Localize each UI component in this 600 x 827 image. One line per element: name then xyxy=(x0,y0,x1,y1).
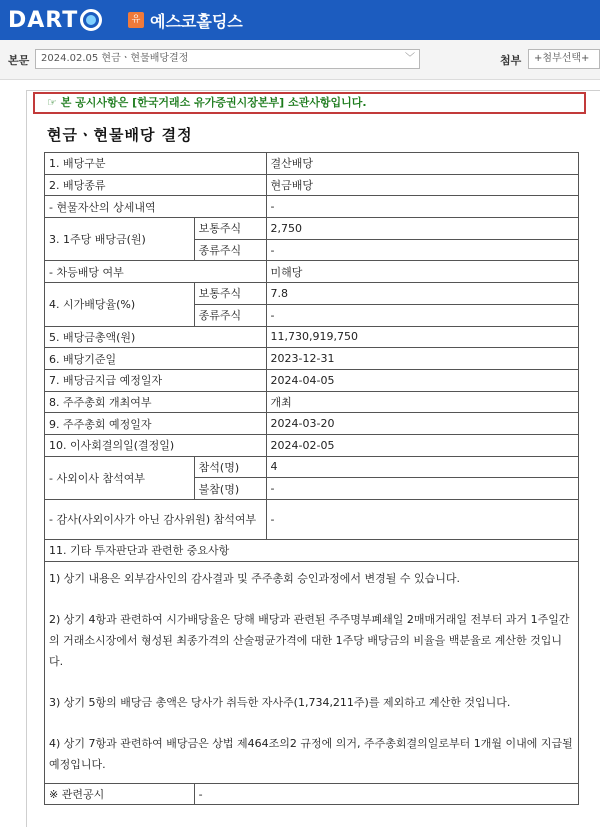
row-label: 1. 배당구분 xyxy=(45,153,267,175)
row-value: - xyxy=(266,500,578,540)
table-row xyxy=(45,283,579,305)
row-label: 8. 주주총회 개최여부 xyxy=(45,391,267,413)
row-value: 현금배당 xyxy=(266,174,578,196)
row-sublabel: 종류주식 xyxy=(194,304,266,326)
attachment-select[interactable] xyxy=(528,49,600,69)
row-value: - xyxy=(266,239,578,261)
row-value: 2024-04-05 xyxy=(266,369,578,391)
row-value: 7.8 xyxy=(266,283,578,305)
row-value: - xyxy=(266,304,578,326)
table-row xyxy=(45,348,579,370)
table-row xyxy=(45,434,579,456)
row-value: 4 xyxy=(266,456,578,478)
table-row xyxy=(45,391,579,413)
table-row xyxy=(45,196,579,218)
row-label: 3. 1주당 배당금(원) xyxy=(45,218,195,261)
document-toolbar xyxy=(0,40,600,80)
row-sublabel: 종류주식 xyxy=(194,239,266,261)
row-value: 결산배당 xyxy=(266,153,578,175)
row-sublabel: 보통주식 xyxy=(194,283,266,305)
logo-text: DART xyxy=(8,7,79,33)
row-sublabel: 보통주식 xyxy=(194,218,266,240)
table-row xyxy=(45,500,579,540)
market-badge: 유 xyxy=(128,12,144,28)
row-label: - 사외이사 참석여부 xyxy=(45,456,195,499)
remark-1: 1) 상기 내용은 외부감사인의 감사결과 및 주주총회 승인과정에서 변경될 수 있습니다. xyxy=(49,571,461,585)
company-name[interactable]: 예스코홀딩스 xyxy=(150,12,243,31)
table-row xyxy=(45,783,579,805)
row-sublabel: 불참(명) xyxy=(194,478,266,500)
row-label: 10. 이사회결의일(결정일) xyxy=(45,434,267,456)
row-value: 개최 xyxy=(266,391,578,413)
table-row xyxy=(45,540,579,562)
remarks-row xyxy=(45,561,579,783)
jurisdiction-notice: ☞ 본 공시사항은 [한국거래소 유가증권시장본부] 소관사항입니다. xyxy=(33,92,586,114)
row-label: ※ 관련공시 xyxy=(45,783,195,805)
row-label: 5. 배당금총액(원) xyxy=(45,326,267,348)
remark-2: 2) 상기 4항과 관련하여 시가배당율은 당해 배당과 관련된 주주명부폐쇄일 2매매거래일 전부터 과거 1주일간의 거래소시장에서 형성된 최종가격의 산술평균가격에 대한 1주당 배당금의 비율을 백분율로 계산한 것입니다. xyxy=(49,612,570,668)
row-label: 4. 시가배당율(%) xyxy=(45,283,195,326)
row-value: 2,750 xyxy=(266,218,578,240)
row-label: 6. 배당기준일 xyxy=(45,348,267,370)
table-row xyxy=(45,413,579,435)
attach-label: 첨부 xyxy=(500,54,522,67)
table-row xyxy=(45,369,579,391)
row-value: 2024-03-20 xyxy=(266,413,578,435)
remark-3: 3) 상기 5항의 배당금 총액은 당사가 취득한 자사주(1,734,211주)를 제외하고 계산한 것입니다. xyxy=(49,695,511,709)
table-row xyxy=(45,153,579,175)
row-value: 2023-12-31 xyxy=(266,348,578,370)
row-label: 7. 배당금지급 예정일자 xyxy=(45,369,267,391)
row-label: - 차등배당 여부 xyxy=(45,261,267,283)
table-row xyxy=(45,456,579,478)
row-sublabel: 참석(명) xyxy=(194,456,266,478)
row-value: - xyxy=(266,478,578,500)
app-header xyxy=(0,0,600,40)
chevron-down-icon: ﹀ xyxy=(405,53,415,64)
row-value: 11,730,919,750 xyxy=(266,326,578,348)
row-label: - 현물자산의 상세내역 xyxy=(45,196,267,218)
row-label: 9. 주주총회 예정일자 xyxy=(45,413,267,435)
main-document-select[interactable] xyxy=(35,49,420,69)
row-label: 2. 배당종류 xyxy=(45,174,267,196)
logo-globe-icon xyxy=(80,9,102,31)
remark-4: 4) 상기 7항과 관련하여 배당금은 상법 제464조의2 규정에 의거, 주주총회결의일로부터 1개월 이내에 지급될 예정입니다. xyxy=(49,736,573,771)
row-value: - xyxy=(266,196,578,218)
row-label: - 감사(사외이사가 아닌 감사위원) 참석여부 xyxy=(45,500,267,540)
table-row xyxy=(45,174,579,196)
dart-logo[interactable] xyxy=(8,6,102,34)
table-row xyxy=(45,326,579,348)
document-title: 현금ㆍ현물배당 결정 xyxy=(47,126,193,144)
attach-select-value: +첨부선택+ xyxy=(534,53,590,64)
row-label: 11. 기타 투자판단과 관련한 중요사항 xyxy=(45,540,579,562)
disclosure-table xyxy=(44,152,579,805)
main-select-value: 2024.02.05 현금ㆍ현물배당결정 xyxy=(41,53,189,64)
main-label: 본문 xyxy=(8,54,30,67)
remarks-cell xyxy=(45,561,579,783)
row-value: 2024-02-05 xyxy=(266,434,578,456)
table-row xyxy=(45,218,579,240)
row-value: 미해당 xyxy=(266,261,578,283)
table-row xyxy=(45,261,579,283)
row-value: - xyxy=(194,783,578,805)
